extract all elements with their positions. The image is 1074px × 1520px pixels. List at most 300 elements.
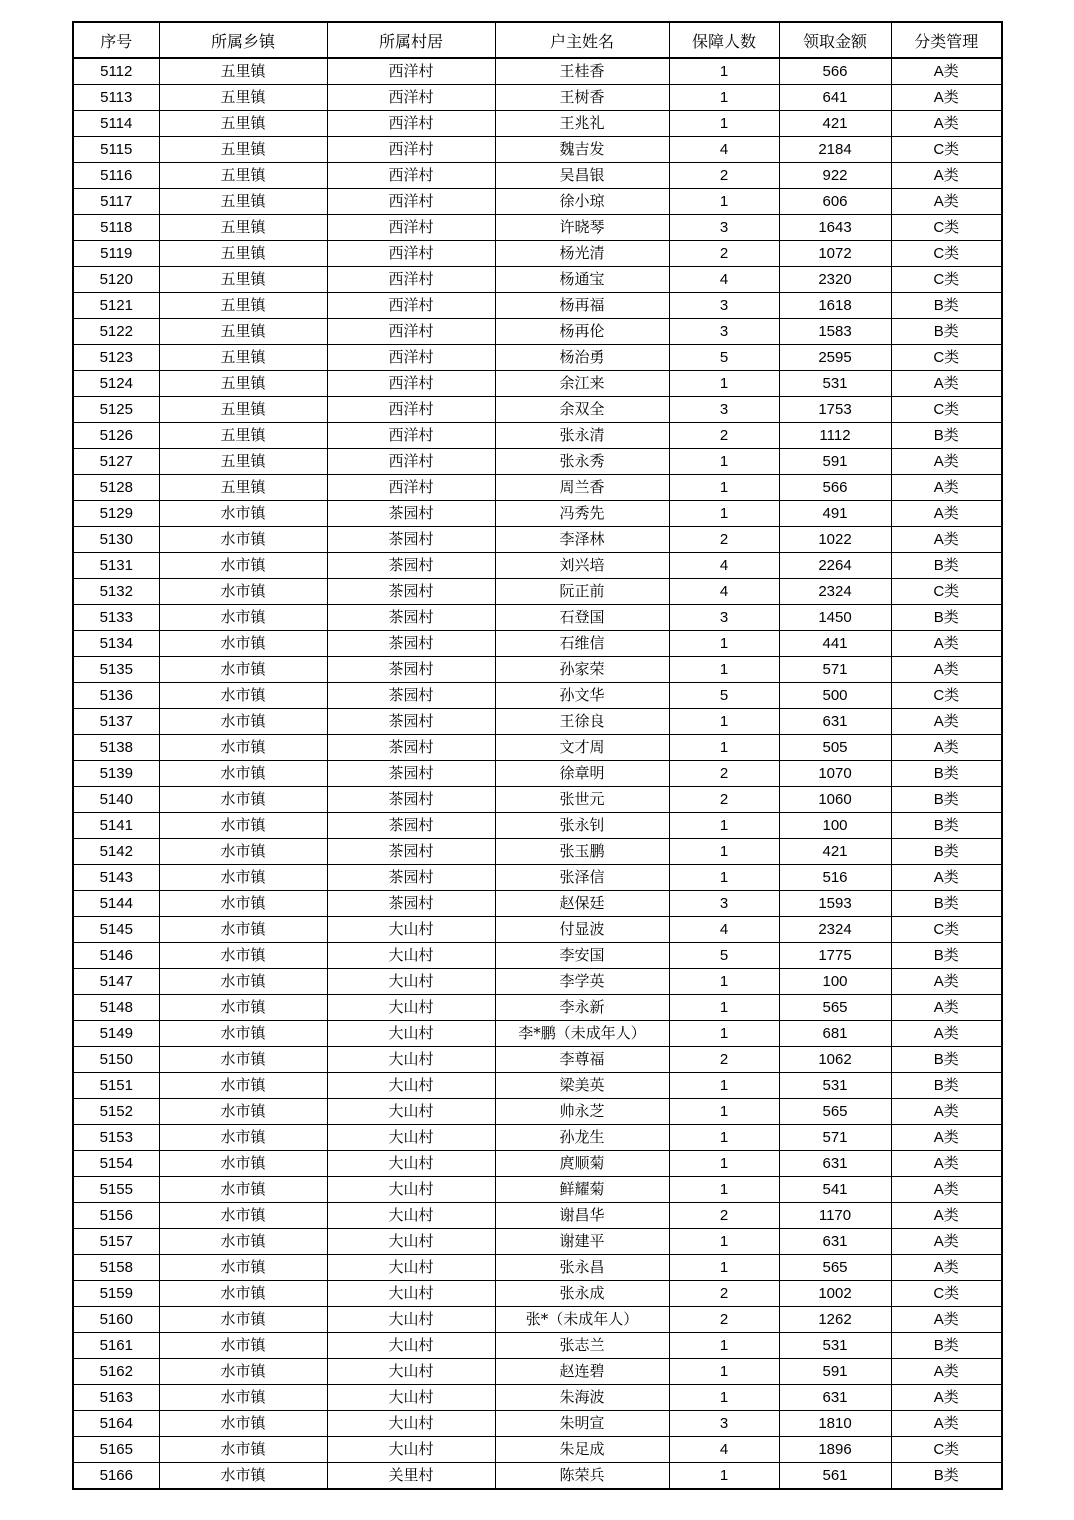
township-cell: 水市镇	[159, 1463, 327, 1490]
township-cell: 五里镇	[159, 475, 327, 501]
township-cell: 水市镇	[159, 1021, 327, 1047]
village-cell: 西洋村	[327, 449, 495, 475]
householder-cell: 石登国	[495, 605, 669, 631]
householder-cell: 王兆礼	[495, 111, 669, 137]
table-row	[73, 319, 1002, 345]
householder-cell: 王桂香	[495, 58, 669, 85]
village-cell: 西洋村	[327, 58, 495, 85]
persons-cell: 4	[669, 917, 779, 943]
table-row	[73, 137, 1002, 163]
table-row	[73, 1177, 1002, 1203]
householder-cell: 张世元	[495, 787, 669, 813]
persons-cell: 5	[669, 943, 779, 969]
householder-cell: 李*鹏（未成年人）	[495, 1021, 669, 1047]
householder-cell: 徐章明	[495, 761, 669, 787]
persons-cell: 1	[669, 1125, 779, 1151]
table-row	[73, 839, 1002, 865]
persons-cell: 1	[669, 709, 779, 735]
serial-cell: 5133	[73, 605, 159, 631]
township-cell: 水市镇	[159, 1255, 327, 1281]
category-cell: A类	[891, 527, 1002, 553]
table-row	[73, 761, 1002, 787]
serial-cell: 5134	[73, 631, 159, 657]
amount-cell: 516	[779, 865, 891, 891]
village-cell: 西洋村	[327, 345, 495, 371]
village-cell: 茶园村	[327, 839, 495, 865]
township-cell: 五里镇	[159, 449, 327, 475]
table-row	[73, 501, 1002, 527]
township-cell: 水市镇	[159, 1177, 327, 1203]
category-cell: A类	[891, 657, 1002, 683]
table-row	[73, 475, 1002, 501]
village-cell: 大山村	[327, 943, 495, 969]
benefit-table	[72, 21, 1003, 1490]
township-cell: 水市镇	[159, 605, 327, 631]
table-header	[73, 22, 1002, 58]
header-serial: 序号	[73, 22, 159, 58]
category-cell: B类	[891, 423, 1002, 449]
amount-cell: 491	[779, 501, 891, 527]
householder-cell: 李学英	[495, 969, 669, 995]
township-cell: 水市镇	[159, 1229, 327, 1255]
category-cell: C类	[891, 345, 1002, 371]
persons-cell: 3	[669, 1411, 779, 1437]
village-cell: 大山村	[327, 1281, 495, 1307]
householder-cell: 张玉鹏	[495, 839, 669, 865]
township-cell: 水市镇	[159, 735, 327, 761]
village-cell: 西洋村	[327, 85, 495, 111]
householder-cell: 孙文华	[495, 683, 669, 709]
persons-cell: 1	[669, 735, 779, 761]
serial-cell: 5140	[73, 787, 159, 813]
category-cell: B类	[891, 891, 1002, 917]
category-cell: B类	[891, 787, 1002, 813]
persons-cell: 1	[669, 1255, 779, 1281]
householder-cell: 王树香	[495, 85, 669, 111]
amount-cell: 2324	[779, 917, 891, 943]
householder-cell: 朱海波	[495, 1385, 669, 1411]
village-cell: 西洋村	[327, 423, 495, 449]
table-row	[73, 1073, 1002, 1099]
amount-cell: 1896	[779, 1437, 891, 1463]
householder-cell: 张永钊	[495, 813, 669, 839]
persons-cell: 5	[669, 683, 779, 709]
table-row	[73, 1047, 1002, 1073]
village-cell: 茶园村	[327, 605, 495, 631]
householder-cell: 刘兴培	[495, 553, 669, 579]
serial-cell: 5113	[73, 85, 159, 111]
serial-cell: 5143	[73, 865, 159, 891]
serial-cell: 5139	[73, 761, 159, 787]
amount-cell: 1593	[779, 891, 891, 917]
serial-cell: 5149	[73, 1021, 159, 1047]
serial-cell: 5115	[73, 137, 159, 163]
category-cell: B类	[891, 1073, 1002, 1099]
header-village: 所属村居	[327, 22, 495, 58]
amount-cell: 1060	[779, 787, 891, 813]
amount-cell: 565	[779, 995, 891, 1021]
amount-cell: 531	[779, 371, 891, 397]
category-cell: B类	[891, 761, 1002, 787]
persons-cell: 1	[669, 995, 779, 1021]
amount-cell: 565	[779, 1099, 891, 1125]
header-persons: 保障人数	[669, 22, 779, 58]
amount-cell: 1170	[779, 1203, 891, 1229]
township-cell: 水市镇	[159, 683, 327, 709]
village-cell: 西洋村	[327, 371, 495, 397]
householder-cell: 王徐良	[495, 709, 669, 735]
table-row	[73, 553, 1002, 579]
householder-cell: 余江来	[495, 371, 669, 397]
township-cell: 水市镇	[159, 865, 327, 891]
village-cell: 大山村	[327, 969, 495, 995]
persons-cell: 1	[669, 813, 779, 839]
householder-cell: 谢昌华	[495, 1203, 669, 1229]
serial-cell: 5158	[73, 1255, 159, 1281]
serial-cell: 5137	[73, 709, 159, 735]
table-row	[73, 215, 1002, 241]
persons-cell: 3	[669, 397, 779, 423]
amount-cell: 421	[779, 111, 891, 137]
amount-cell: 566	[779, 475, 891, 501]
householder-cell: 李尊福	[495, 1047, 669, 1073]
village-cell: 茶园村	[327, 527, 495, 553]
table-row	[73, 969, 1002, 995]
table-row	[73, 85, 1002, 111]
category-cell: C类	[891, 579, 1002, 605]
village-cell: 大山村	[327, 995, 495, 1021]
serial-cell: 5122	[73, 319, 159, 345]
householder-cell: 杨再福	[495, 293, 669, 319]
amount-cell: 505	[779, 735, 891, 761]
township-cell: 水市镇	[159, 813, 327, 839]
village-cell: 大山村	[327, 1307, 495, 1333]
table-row	[73, 787, 1002, 813]
category-cell: A类	[891, 371, 1002, 397]
persons-cell: 4	[669, 553, 779, 579]
amount-cell: 1618	[779, 293, 891, 319]
amount-cell: 2320	[779, 267, 891, 293]
township-cell: 水市镇	[159, 891, 327, 917]
amount-cell: 441	[779, 631, 891, 657]
householder-cell: 杨治勇	[495, 345, 669, 371]
category-cell: C类	[891, 215, 1002, 241]
table-row	[73, 267, 1002, 293]
header-amount: 领取金额	[779, 22, 891, 58]
table-row	[73, 1281, 1002, 1307]
category-cell: A类	[891, 631, 1002, 657]
persons-cell: 2	[669, 423, 779, 449]
township-cell: 水市镇	[159, 553, 327, 579]
village-cell: 西洋村	[327, 267, 495, 293]
table-row	[73, 917, 1002, 943]
township-cell: 水市镇	[159, 1333, 327, 1359]
amount-cell: 1583	[779, 319, 891, 345]
table-row	[73, 995, 1002, 1021]
village-cell: 西洋村	[327, 475, 495, 501]
township-cell: 水市镇	[159, 631, 327, 657]
table-row	[73, 891, 1002, 917]
table-row	[73, 709, 1002, 735]
category-cell: A类	[891, 58, 1002, 85]
persons-cell: 1	[669, 189, 779, 215]
amount-cell: 531	[779, 1073, 891, 1099]
category-cell: A类	[891, 1255, 1002, 1281]
category-cell: A类	[891, 1099, 1002, 1125]
township-cell: 水市镇	[159, 1073, 327, 1099]
householder-cell: 杨通宝	[495, 267, 669, 293]
village-cell: 大山村	[327, 1229, 495, 1255]
serial-cell: 5160	[73, 1307, 159, 1333]
amount-cell: 1643	[779, 215, 891, 241]
persons-cell: 1	[669, 1021, 779, 1047]
table-row	[73, 1463, 1002, 1490]
township-cell: 五里镇	[159, 137, 327, 163]
township-cell: 水市镇	[159, 1411, 327, 1437]
township-cell: 水市镇	[159, 527, 327, 553]
category-cell: B类	[891, 943, 1002, 969]
category-cell: A类	[891, 1359, 1002, 1385]
householder-cell: 朱明宣	[495, 1411, 669, 1437]
serial-cell: 5117	[73, 189, 159, 215]
township-cell: 水市镇	[159, 787, 327, 813]
table-row	[73, 58, 1002, 85]
table-row	[73, 345, 1002, 371]
table-body	[73, 58, 1002, 1489]
category-cell: A类	[891, 163, 1002, 189]
category-cell: C类	[891, 683, 1002, 709]
table-row	[73, 1359, 1002, 1385]
category-cell: A类	[891, 449, 1002, 475]
table-row	[73, 1021, 1002, 1047]
persons-cell: 2	[669, 241, 779, 267]
amount-cell: 100	[779, 969, 891, 995]
table-row	[73, 683, 1002, 709]
category-cell: A类	[891, 1021, 1002, 1047]
persons-cell: 1	[669, 58, 779, 85]
householder-cell: 孙家荣	[495, 657, 669, 683]
serial-cell: 5121	[73, 293, 159, 319]
serial-cell: 5116	[73, 163, 159, 189]
category-cell: A类	[891, 1411, 1002, 1437]
persons-cell: 1	[669, 1359, 779, 1385]
persons-cell: 1	[669, 631, 779, 657]
householder-cell: 张永清	[495, 423, 669, 449]
village-cell: 茶园村	[327, 579, 495, 605]
serial-cell: 5164	[73, 1411, 159, 1437]
category-cell: C类	[891, 1437, 1002, 1463]
amount-cell: 606	[779, 189, 891, 215]
category-cell: C类	[891, 1281, 1002, 1307]
table-row	[73, 1151, 1002, 1177]
amount-cell: 681	[779, 1021, 891, 1047]
table-row	[73, 1307, 1002, 1333]
persons-cell: 1	[669, 657, 779, 683]
persons-cell: 2	[669, 1203, 779, 1229]
serial-cell: 5124	[73, 371, 159, 397]
serial-cell: 5147	[73, 969, 159, 995]
category-cell: B类	[891, 1333, 1002, 1359]
serial-cell: 5118	[73, 215, 159, 241]
table-row	[73, 111, 1002, 137]
category-cell: B类	[891, 605, 1002, 631]
amount-cell: 565	[779, 1255, 891, 1281]
serial-cell: 5127	[73, 449, 159, 475]
householder-cell: 张永秀	[495, 449, 669, 475]
serial-cell: 5162	[73, 1359, 159, 1385]
amount-cell: 1450	[779, 605, 891, 631]
amount-cell: 1112	[779, 423, 891, 449]
table-row	[73, 605, 1002, 631]
header-township: 所属乡镇	[159, 22, 327, 58]
persons-cell: 2	[669, 527, 779, 553]
amount-cell: 641	[779, 85, 891, 111]
persons-cell: 1	[669, 865, 779, 891]
township-cell: 五里镇	[159, 241, 327, 267]
category-cell: A类	[891, 1125, 1002, 1151]
village-cell: 大山村	[327, 1151, 495, 1177]
householder-cell: 张志兰	[495, 1333, 669, 1359]
serial-cell: 5126	[73, 423, 159, 449]
householder-cell: 梁美英	[495, 1073, 669, 1099]
village-cell: 西洋村	[327, 111, 495, 137]
householder-cell: 魏吉发	[495, 137, 669, 163]
category-cell: C类	[891, 137, 1002, 163]
householder-cell: 帅永芝	[495, 1099, 669, 1125]
amount-cell: 566	[779, 58, 891, 85]
village-cell: 大山村	[327, 1385, 495, 1411]
township-cell: 水市镇	[159, 943, 327, 969]
householder-cell: 赵连碧	[495, 1359, 669, 1385]
householder-cell: 朱足成	[495, 1437, 669, 1463]
village-cell: 大山村	[327, 1177, 495, 1203]
serial-cell: 5150	[73, 1047, 159, 1073]
village-cell: 茶园村	[327, 761, 495, 787]
serial-cell: 5123	[73, 345, 159, 371]
householder-cell: 张泽信	[495, 865, 669, 891]
persons-cell: 2	[669, 1047, 779, 1073]
householder-cell: 李泽林	[495, 527, 669, 553]
householder-cell: 鲜耀菊	[495, 1177, 669, 1203]
township-cell: 五里镇	[159, 163, 327, 189]
township-cell: 水市镇	[159, 917, 327, 943]
village-cell: 大山村	[327, 1047, 495, 1073]
householder-cell: 谢建平	[495, 1229, 669, 1255]
table-row	[73, 579, 1002, 605]
township-cell: 五里镇	[159, 189, 327, 215]
persons-cell: 2	[669, 787, 779, 813]
table-row	[73, 449, 1002, 475]
persons-cell: 1	[669, 371, 779, 397]
persons-cell: 1	[669, 85, 779, 111]
header-category: 分类管理	[891, 22, 1002, 58]
serial-cell: 5148	[73, 995, 159, 1021]
amount-cell: 1062	[779, 1047, 891, 1073]
category-cell: B类	[891, 553, 1002, 579]
category-cell: A类	[891, 85, 1002, 111]
serial-cell: 5119	[73, 241, 159, 267]
householder-cell: 张永成	[495, 1281, 669, 1307]
amount-cell: 1262	[779, 1307, 891, 1333]
amount-cell: 2184	[779, 137, 891, 163]
householder-cell: 徐小琼	[495, 189, 669, 215]
category-cell: A类	[891, 111, 1002, 137]
table-row	[73, 163, 1002, 189]
amount-cell: 571	[779, 1125, 891, 1151]
township-cell: 五里镇	[159, 111, 327, 137]
householder-cell: 许晓琴	[495, 215, 669, 241]
serial-cell: 5142	[73, 839, 159, 865]
table-row	[73, 189, 1002, 215]
village-cell: 茶园村	[327, 657, 495, 683]
householder-cell: 付显波	[495, 917, 669, 943]
township-cell: 水市镇	[159, 1151, 327, 1177]
village-cell: 西洋村	[327, 319, 495, 345]
amount-cell: 2324	[779, 579, 891, 605]
village-cell: 西洋村	[327, 137, 495, 163]
table-row	[73, 293, 1002, 319]
serial-cell: 5146	[73, 943, 159, 969]
township-cell: 水市镇	[159, 839, 327, 865]
serial-cell: 5131	[73, 553, 159, 579]
township-cell: 水市镇	[159, 1281, 327, 1307]
village-cell: 茶园村	[327, 891, 495, 917]
householder-cell: 庹顺菊	[495, 1151, 669, 1177]
village-cell: 大山村	[327, 1073, 495, 1099]
serial-cell: 5156	[73, 1203, 159, 1229]
persons-cell: 3	[669, 215, 779, 241]
serial-cell: 5163	[73, 1385, 159, 1411]
householder-cell: 吴昌银	[495, 163, 669, 189]
township-cell: 水市镇	[159, 1359, 327, 1385]
persons-cell: 1	[669, 969, 779, 995]
persons-cell: 1	[669, 839, 779, 865]
serial-cell: 5138	[73, 735, 159, 761]
amount-cell: 631	[779, 1229, 891, 1255]
householder-cell: 冯秀先	[495, 501, 669, 527]
village-cell: 茶园村	[327, 553, 495, 579]
serial-cell: 5128	[73, 475, 159, 501]
village-cell: 西洋村	[327, 241, 495, 267]
village-cell: 西洋村	[327, 163, 495, 189]
township-cell: 五里镇	[159, 397, 327, 423]
village-cell: 大山村	[327, 1411, 495, 1437]
table-row	[73, 735, 1002, 761]
category-cell: A类	[891, 969, 1002, 995]
table-row	[73, 943, 1002, 969]
table-row	[73, 371, 1002, 397]
amount-cell: 571	[779, 657, 891, 683]
category-cell: A类	[891, 1177, 1002, 1203]
persons-cell: 4	[669, 579, 779, 605]
table-row	[73, 1099, 1002, 1125]
householder-cell: 杨光清	[495, 241, 669, 267]
persons-cell: 1	[669, 1177, 779, 1203]
village-cell: 茶园村	[327, 709, 495, 735]
serial-cell: 5151	[73, 1073, 159, 1099]
amount-cell: 2595	[779, 345, 891, 371]
persons-cell: 1	[669, 449, 779, 475]
amount-cell: 1810	[779, 1411, 891, 1437]
persons-cell: 4	[669, 137, 779, 163]
table-row	[73, 1333, 1002, 1359]
persons-cell: 3	[669, 605, 779, 631]
township-cell: 水市镇	[159, 1203, 327, 1229]
category-cell: A类	[891, 709, 1002, 735]
village-cell: 大山村	[327, 1021, 495, 1047]
township-cell: 水市镇	[159, 709, 327, 735]
serial-cell: 5155	[73, 1177, 159, 1203]
